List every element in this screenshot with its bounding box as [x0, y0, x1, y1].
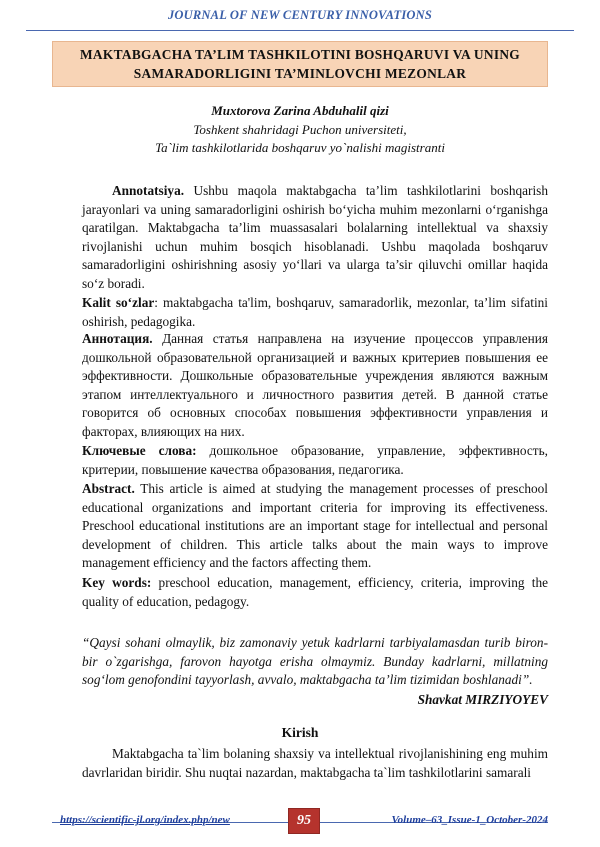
intro-paragraph: Maktabgacha ta`lim bolaning shaxsiy va intellektual rivojlanishining eng muhim davrlaridan biridir. Shu nuqtai nazardan, maktabgacha ta`lim tashkilotlarini samarali	[82, 746, 548, 780]
abstract-en-text: This article is aimed at studying the management processes of preschool educational organizations and important criteria for improving its effectiveness. Preschool educational institutions are an important stage for intellectual and personal development of children. This article talks about the main ways to improve management efficiency and the factors affecting them.	[82, 481, 548, 571]
epigraph-quote: “Qaysi sohani olmaylik, biz zamonaviy yetuk kadrlarni tarbiyalamasdan turib biron-bir o`zgarishga, farovon hayotga erisha olmaymiz. Bunday kadrlarni, millatning sog‘lom genofondini tayyorlash, avvalo, maktabgacha ta’lim tizimidan boshlanadi”.	[82, 635, 548, 688]
keywords-uz-label: Kalit so‘zlar	[82, 295, 155, 310]
annotation-ru-text: Данная статья направлена на изучение процессов управления дошкольной образовательной организацией и важных критериев повышения ее эффективности. Дошкольные образовательные учреждения являются важным этапом интеллектуального и личностного развития детей. В данной статье говорится об основных способах повышения эффективности управления и факторах, влияющих на них.	[82, 331, 548, 439]
abstract-en	[82, 480, 548, 573]
keywords-ru-label: Ключевые слова:	[82, 443, 197, 458]
author-affiliation-2: Ta`lim tashkilotlarida boshqaruv yo`nalishi magistranti	[155, 140, 445, 155]
section-heading-intro: Kirish	[281, 725, 319, 740]
keywords-ru-text: дошкольное образование, управление, эффективность, критерии, повышение качества образования, педагогика.	[82, 443, 548, 477]
article-title-line-2: SAMARADORLIGINI TA’MINLOVCHI MEZONLAR	[133, 66, 467, 81]
annotation-uz	[82, 182, 548, 294]
author-name: Muxtorova Zarina Abduhalil qizi	[211, 103, 389, 118]
keywords-en-label: Key words:	[82, 575, 152, 590]
journal-url-link[interactable]: https://scientific-jl.org/index.php/new	[60, 814, 230, 826]
keywords-uz	[82, 294, 548, 331]
issue-info: Volume–63_Issue-1_October-2024	[391, 814, 548, 826]
annotation-uz-text: Ushbu maqola maktabgacha ta’lim tashkilotlarini boshqarish jarayonlari va uning samaradorligini oshirish bo‘yicha muhim mezonlarni o‘rganishga qaratilgan. Maktabgacha ta’lim muassasalari bolalarning intellektual va shaxsiy rivojlanishi uchun muhim bosqich hisoblanadi. Ushbu maqolada boshqaruv samaradorligini oshirishning asosiy yo‘llari va ularga ta’sir qiluvchi omillar haqida so‘z boradi.	[82, 183, 548, 291]
keywords-ru	[82, 442, 548, 479]
annotation-ru	[82, 330, 548, 442]
journal-header: JOURNAL OF NEW CENTURY INNOVATIONS	[167, 8, 433, 22]
annotation-ru-label: Аннотация.	[82, 331, 153, 346]
annotation-uz-label: Annotatsiya.	[112, 183, 185, 198]
page-number: 95	[288, 808, 320, 834]
abstract-en-label: Abstract.	[82, 481, 135, 496]
keywords-en	[82, 574, 548, 611]
author-block	[0, 102, 600, 158]
keywords-en-text: preschool education, management, efficiency, criteria, improving the quality of education, pedagogy.	[82, 575, 548, 609]
article-title-box	[52, 41, 548, 87]
header-divider	[26, 30, 574, 31]
keywords-uz-text: : maktabgacha ta'lim, boshqaruv, samaradorlik, mezonlar, ta’lim sifatini oshirish, pedagogika.	[82, 295, 548, 329]
epigraph-author: Shavkat MIRZIYOYEV	[417, 692, 548, 707]
author-affiliation-1: Toshkent shahridagi Puchon universiteti,	[193, 121, 407, 137]
article-title-line-1: MAKTABGACHA TA’LIM TASHKILOTINI BOSHQARUVI VA UNING	[79, 47, 521, 62]
